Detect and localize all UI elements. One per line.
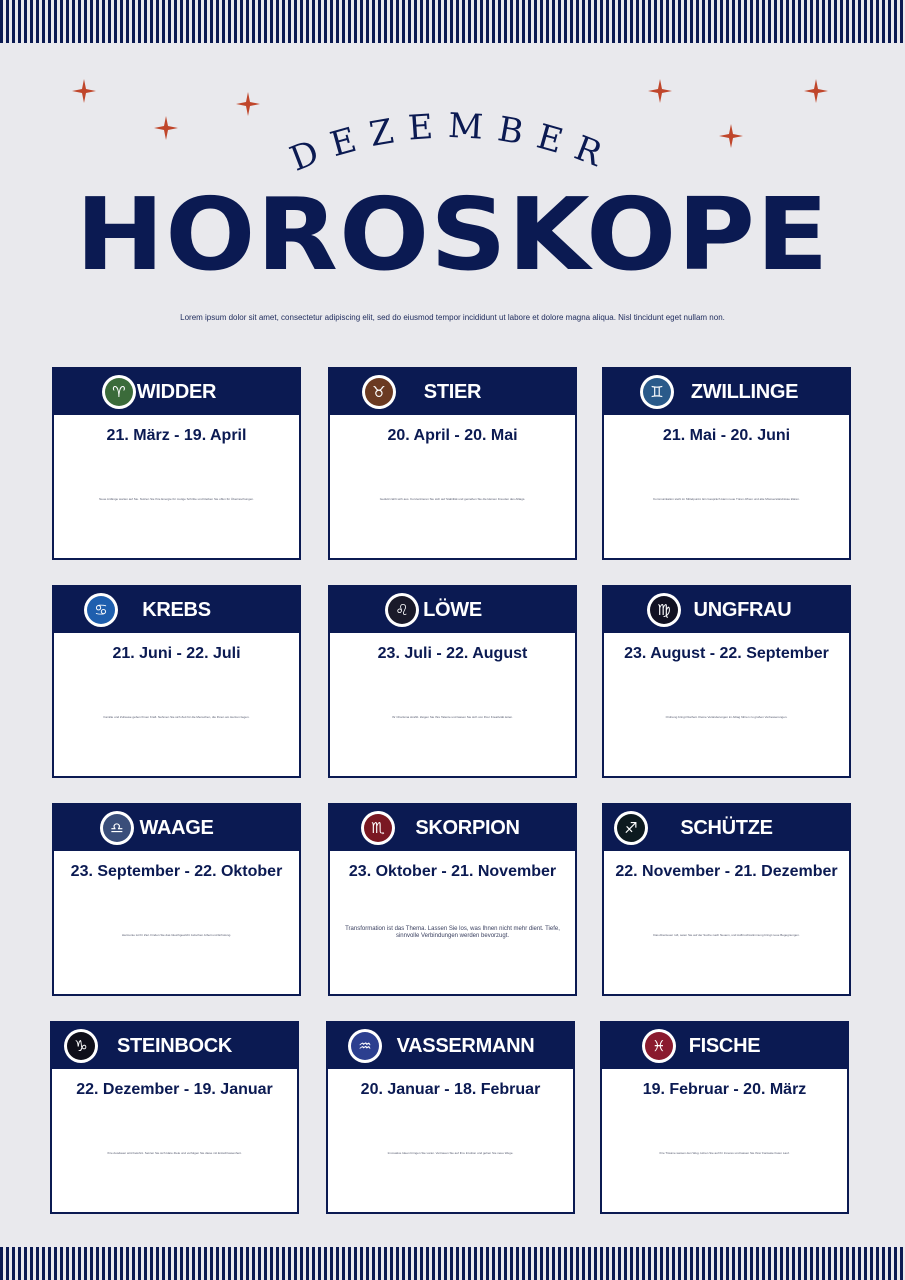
svg-text:DEZEMBER: DEZEMBER [284, 110, 621, 180]
sign-description: Ihr Charisma strahlt. Zeigen Sie Ihre Talente und lassen Sie sich von Ihrer Kreativität leiten. [391, 715, 513, 719]
card-header [52, 1023, 297, 1069]
card-header [54, 587, 299, 633]
page-title: HOROSKOPE [75, 176, 830, 293]
sign-name: SCHÜTZE [680, 816, 773, 839]
sign-description: Neue Anfänge warten auf Sie. Nutzen Sie Ihre Energie für mutige Schritte und bleiben Sie offen für Überraschungen. [99, 497, 254, 501]
sign-name: KREBS [142, 598, 211, 621]
card-header [54, 805, 299, 851]
sign-description: Ihre Träume weisen den Weg. Hören Sie auf Ihr Inneres und lassen Sie Ihrer Fantasie freien Lauf. [659, 1151, 790, 1155]
sign-description: Das Abenteuer ruft, seien Sie auf der Suche nach Neuem, und Aufbruchsstimmung bringt neue Begegnungen. [653, 933, 800, 937]
bottom-stripe-border [0, 1247, 905, 1280]
sign-description: Kommunikation steht im Mittelpunkt. Ein Gespräch kann neue Türen öffnen und alte Missverständnisse klären. [653, 497, 800, 501]
fish-icon: ♓ [642, 1029, 676, 1063]
card-header [328, 1023, 573, 1069]
sign-dates: 21. Mai - 20. Juni [662, 427, 791, 444]
month-title [0, 110, 905, 180]
card-krebs [52, 585, 301, 778]
sign-description: Innovative Ideen bringen Sie voran. Vertrauen Sie auf Ihre Intuition und gehen Sie neue Wege. [387, 1151, 514, 1155]
scorpion-icon: ♏ [361, 811, 395, 845]
ram-icon: ♈ [102, 375, 136, 409]
card-zwillinge [602, 367, 851, 560]
archer-icon: ♐ [614, 811, 648, 845]
card-steinbock [50, 1021, 299, 1214]
sparkle-icon [804, 79, 828, 103]
card-fische [600, 1021, 849, 1214]
sign-dates: 22. Dezember - 19. Januar [76, 1081, 273, 1098]
card-header [330, 587, 575, 633]
sign-name: STIER [423, 380, 482, 403]
sign-name: UNGFRAU [693, 598, 792, 621]
card-skorpion [328, 803, 577, 996]
goat-icon: ♑ [64, 1029, 98, 1063]
sign-name: LÖWE [423, 598, 482, 621]
top-stripe-border [0, 0, 905, 43]
sign-dates: 20. April - 20. Mai [387, 427, 518, 444]
sign-name: WIDDER [136, 380, 217, 403]
sign-dates: 23. Juli - 22. August [377, 645, 528, 662]
scales-icon: ♎ [100, 811, 134, 845]
sign-description: Familie und Zuhause geben Ihnen Kraft. Nehmen Sie sich Zeit für die Menschen, die Ihnen am Herzen liegen. [103, 715, 250, 719]
sign-name: FISCHE [688, 1034, 761, 1057]
sign-dates: 20. Januar - 18. Februar [360, 1081, 541, 1098]
card-header [602, 1023, 847, 1069]
card-loewe [328, 585, 577, 778]
card-stier [328, 367, 577, 560]
sign-name: VASSERMANN [396, 1034, 535, 1057]
card-header [604, 587, 849, 633]
sign-dates: 22. November - 21. Dezember [615, 863, 838, 880]
virgin-icon: ♍ [647, 593, 681, 627]
water-bearer-icon: ♒ [348, 1029, 382, 1063]
sign-name: SKORPION [415, 816, 520, 839]
sign-description: Ihre Ausdauer wird belohnt. Setzen Sie sich klare Ziele und verfolgen Sie diese mit Entschlossenheit. [107, 1151, 242, 1155]
sign-dates: 21. März - 19. April [106, 427, 247, 444]
sign-description: Ordnung bringt Klarheit. Kleine Veränderungen im Alltag führen zu großen Verbesserungen. [665, 715, 788, 719]
sign-name: ZWILLINGE [690, 380, 799, 403]
sign-description: Geduld zahlt sich aus. Konzentrieren Sie sich auf Stabilität und genießen Sie die kleinen Freuden des Alltags. [379, 497, 526, 501]
sign-name: WAAGE [139, 816, 214, 839]
card-schuetze [602, 803, 851, 996]
intro-text: Lorem ipsum dolor sit amet, consectetur adipiscing elit, sed do eiusmod tempor incididunt ut labore et dolore magna aliqua. Nisl tincidunt eget nullam non. [180, 313, 725, 322]
sign-description: Transformation ist das Thema. Lassen Sie los, was Ihnen nicht mehr dient. Tiefe, sinnvolle Verbindungen werden bevorzugt. [345, 926, 560, 939]
card-waage [52, 803, 301, 996]
card-header [54, 369, 299, 415]
twins-icon: ♊ [640, 375, 674, 409]
lion-icon: ♌ [385, 593, 419, 627]
crab-icon: ♋ [84, 593, 118, 627]
sign-dates: 23. Oktober - 21. November [348, 863, 557, 880]
sign-dates: 19. Februar - 20. März [642, 1081, 807, 1098]
card-widder [52, 367, 301, 560]
sparkle-icon [648, 79, 672, 103]
sparkle-icon [72, 79, 96, 103]
card-header [330, 369, 575, 415]
bull-icon: ♉ [362, 375, 396, 409]
sign-dates: 21. Juni - 22. Juli [112, 645, 241, 662]
card-wassermann [326, 1021, 575, 1214]
sign-name: STEINBOCK [116, 1034, 233, 1057]
sign-dates: 23. September - 22. Oktober [70, 863, 283, 880]
sign-dates: 23. August - 22. September [624, 645, 829, 662]
card-header [604, 369, 849, 415]
card-header [330, 805, 575, 851]
sign-description: Harmonie ist Ihr Ziel. Finden Sie das Gleichgewicht zwischen Arbeit und Erholung. [121, 933, 232, 937]
card-header [604, 805, 849, 851]
card-jungfrau [602, 585, 851, 778]
